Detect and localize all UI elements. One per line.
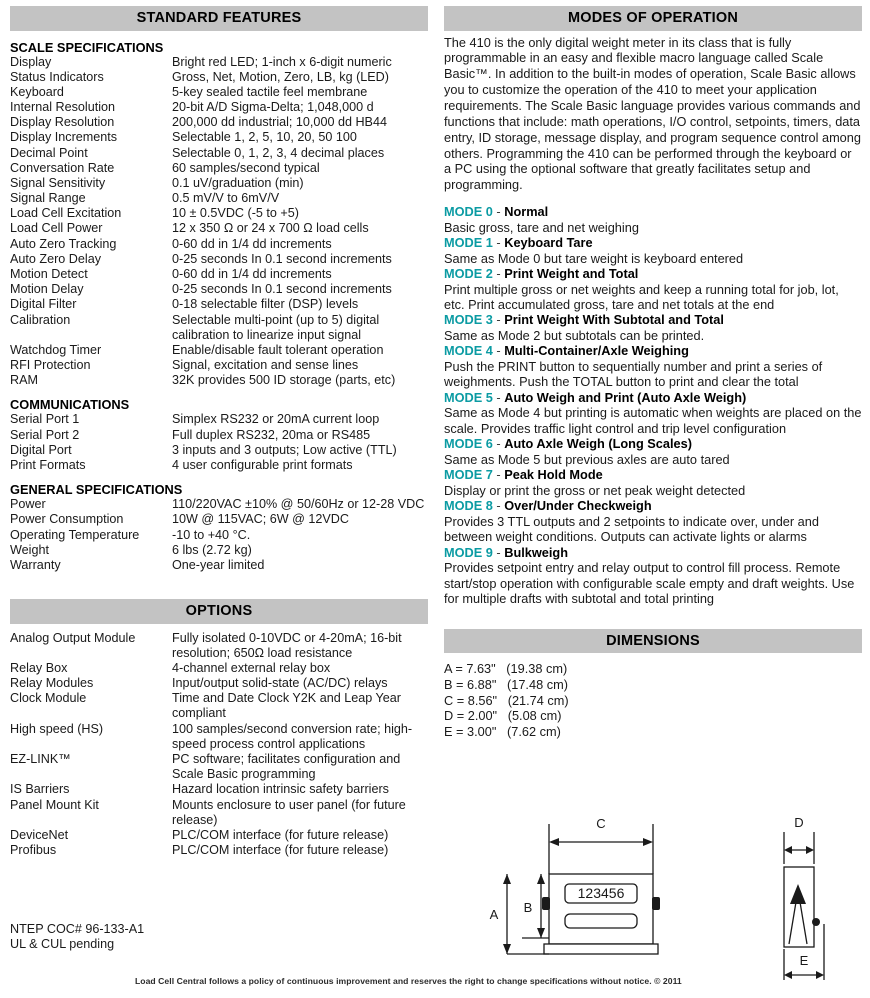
mode-name: Print Weight With Subtotal and Total — [504, 312, 724, 328]
spec-label: DeviceNet — [10, 827, 69, 842]
spec-row — [10, 782, 428, 797]
right-column — [444, 6, 862, 740]
spec-row — [10, 191, 428, 206]
spec-row — [10, 343, 428, 358]
spec-row — [10, 543, 428, 558]
spec-row — [10, 176, 428, 191]
mode-description: Same as Mode 4 but printing is automatic when weights are placed on the scale. Provides traffic light control and trip level configuration — [444, 405, 862, 436]
spec-label: Relay Modules — [10, 676, 94, 691]
a-arrow-head-bottom — [503, 944, 511, 954]
dimension-drawing — [452, 812, 870, 987]
dimensions-header: DIMENSIONS — [444, 629, 862, 654]
communications-heading: COMMUNICATIONS — [10, 397, 130, 413]
spec-row — [10, 631, 428, 661]
mode-description: Basic gross, tare and net weighing — [444, 219, 639, 235]
spec-value: Selectable 0, 1, 2, 3, 4 decimal places — [172, 145, 385, 160]
e-arrow-head-left — [784, 971, 792, 979]
spec-label: Display Resolution — [10, 115, 115, 130]
dimension-entry: D = 2.00" (5.08 cm) — [444, 708, 562, 724]
spec-label: Status Indicators — [10, 69, 104, 84]
spec-label: Digital Port — [10, 442, 72, 457]
spec-value: Simplex RS232 or 20mA current loop — [172, 412, 380, 427]
spec-value: Signal, excitation and sense lines — [172, 358, 359, 373]
spec-value: 12 x 350 Ω or 24 x 700 Ω load cells — [172, 221, 369, 236]
spec-row — [10, 443, 428, 458]
spec-value: 100 samples/second conversion rate; high-speed process control applications — [172, 721, 413, 751]
spec-label: RAM — [10, 373, 38, 388]
spec-row — [10, 373, 428, 388]
mode-separator: - — [492, 235, 505, 251]
spec-row — [10, 676, 428, 691]
mode-number: MODE 4 — [444, 343, 493, 359]
spec-value: Bright red LED; 1-inch x 6-digit numeric — [172, 54, 392, 69]
mode-separator: - — [492, 204, 505, 220]
spec-row — [10, 70, 428, 85]
spec-value: PC software; facilitates configuration and Scale Basic programming — [172, 751, 401, 782]
spec-value: PLC/COM interface (for future release) — [172, 843, 389, 858]
spec-value: Mounts enclosure to user panel (for future release) — [172, 797, 406, 827]
spec-row — [10, 828, 428, 843]
spec-label: Warranty — [10, 557, 61, 572]
spec-value: 0-60 dd in 1/4 dd increments — [172, 236, 332, 251]
spec-label: Conversation Rate — [10, 160, 115, 175]
general-specifications-body — [10, 497, 428, 573]
mount-knob-left — [542, 897, 550, 910]
mode-number: MODE 3 — [444, 312, 493, 328]
scale-specifications-heading: SCALE SPECIFICATIONS — [10, 39, 164, 55]
mode-description: Push the PRINT button to sequentially number and print a series of weighments. Push the TOTAL button to print and clear the total — [444, 358, 823, 390]
spec-value: 0.1 uV/graduation (min) — [172, 175, 304, 190]
spec-value: Gross, Net, Motion, Zero, LB, kg (LED) — [172, 69, 389, 84]
mode-separator: - — [492, 389, 505, 405]
mode-description: Display or print the gross or net peak weight detected — [444, 482, 746, 498]
label-c: C — [596, 816, 606, 831]
dimension-entry: E = 3.00" (7.62 cm) — [444, 724, 561, 740]
label-e: E — [799, 953, 809, 968]
keypad-strip — [565, 914, 637, 928]
spec-label: High speed (HS) — [10, 721, 104, 736]
mode-separator: - — [492, 343, 505, 359]
dimensions-values — [444, 661, 862, 740]
spec-label: Profibus — [10, 843, 57, 858]
ntep-coc-line: NTEP COC# 96-133-A1 — [10, 922, 145, 936]
scale-specifications-body — [10, 55, 428, 389]
spec-row — [10, 267, 428, 282]
spec-value: 5-key sealed tactile feel membrane — [172, 84, 368, 99]
modes-of-operation-header: MODES OF OPERATION — [444, 6, 862, 31]
spec-label: Signal Range — [10, 191, 86, 206]
mode-heading — [444, 204, 862, 219]
spec-value: 32K provides 500 ID storage (parts, etc) — [172, 373, 396, 388]
mode-name: Peak Hold Mode — [504, 467, 603, 483]
mode-description: Same as Mode 0 but tare weight is keyboard entered — [444, 250, 744, 266]
mount-knob-side — [812, 918, 820, 926]
spec-label: Relay Box — [10, 660, 68, 675]
spec-value: 110/220VAC ±10% @ 50/60Hz or 12-28 VDC — [172, 497, 425, 512]
mode-heading — [444, 467, 862, 482]
spec-label: Power — [10, 497, 46, 512]
general-specifications-heading: GENERAL SPECIFICATIONS — [10, 482, 183, 498]
mode-heading — [444, 436, 862, 451]
spec-row — [10, 752, 428, 782]
spec-value: Input/output solid-state (AC/DC) relays — [172, 676, 388, 691]
mode-name: Bulkweigh — [504, 544, 568, 560]
spec-row — [10, 722, 428, 752]
c-arrow-head-left — [549, 838, 559, 846]
mode-name: Normal — [504, 204, 549, 220]
spec-value: 0-60 dd in 1/4 dd increments — [172, 267, 332, 281]
spec-row — [10, 55, 428, 70]
enclosure-base — [544, 944, 658, 954]
spec-value: 0-25 seconds In 0.1 second increments — [172, 282, 392, 297]
spec-value: One-year limited — [172, 557, 265, 572]
scale-specifications-table — [10, 55, 428, 389]
b-arrow-head-bottom — [537, 928, 545, 938]
spec-row — [10, 497, 428, 512]
spec-label: Print Formats — [10, 457, 86, 472]
options-table — [10, 631, 428, 859]
mode-heading — [444, 312, 862, 327]
spec-value: Full duplex RS232, 20ma or RS485 — [172, 427, 371, 442]
e-arrow-head-right — [816, 971, 824, 979]
spec-value: Fully isolated 0-10VDC or 4-20mA; 16-bit resolution; 650Ω load resistance — [172, 630, 402, 660]
spec-row — [10, 428, 428, 443]
d-arrow-head-right — [806, 846, 814, 854]
footer-disclaimer: Load Cell Central follows a policy of continuous improvement and reserves the right to change specifications without notice. © 2011 — [135, 976, 682, 986]
spec-row — [10, 130, 428, 145]
ul-cul-line: UL & CUL pending — [10, 937, 115, 952]
spec-row — [10, 358, 428, 373]
mode-heading — [444, 235, 862, 250]
mode-name: Over/Under Checkweigh — [504, 498, 652, 514]
spec-row — [10, 252, 428, 267]
mode-name: Multi-Container/Axle Weighing — [504, 343, 689, 359]
label-d: D — [794, 815, 804, 830]
mode-number: MODE 7 — [444, 467, 493, 483]
spec-row — [10, 843, 428, 858]
spec-value: 10 ± 0.5VDC (-5 to +5) — [172, 206, 299, 221]
led-display-value: 123456 — [577, 885, 625, 901]
spec-label: Motion Delay — [10, 282, 84, 297]
label-a: A — [489, 907, 499, 922]
dimension-drawing-svg — [452, 812, 870, 987]
mode-number: MODE 2 — [444, 266, 493, 282]
spec-row — [10, 85, 428, 100]
mode-name: Print Weight and Total — [504, 266, 639, 282]
communications-table — [10, 412, 428, 473]
mode-heading — [444, 343, 862, 358]
spec-label: Auto Zero Delay — [10, 251, 101, 266]
left-column — [10, 6, 428, 858]
spec-value: 0-18 selectable filter (DSP) levels — [172, 297, 359, 312]
spec-label: Weight — [10, 542, 49, 557]
spec-label: Analog Output Module — [10, 630, 136, 645]
spec-label: Display — [10, 54, 52, 69]
spec-label: Serial Port 1 — [10, 412, 80, 427]
mode-description: Print multiple gross or net weights and keep a running total for job, lot, etc. Print accumulated gross, tare and net totals at the end — [444, 281, 839, 312]
spec-row — [10, 512, 428, 527]
spec-row — [10, 237, 428, 252]
spec-row — [10, 798, 428, 828]
spec-row — [10, 412, 428, 427]
spec-row — [10, 146, 428, 161]
dimension-entry: A = 7.63" (19.38 cm) — [444, 661, 568, 677]
spec-value: 0-25 seconds In 0.1 second increments — [172, 251, 392, 266]
spec-value: Enable/disable fault tolerant operation — [172, 342, 384, 357]
options-header: OPTIONS — [10, 599, 428, 624]
spec-label: Calibration — [10, 312, 71, 327]
options-body — [10, 631, 428, 859]
mode-description: Provides 3 TTL outputs and 2 setpoints to indicate over, under and between weight conditions. Outputs can activate lights or alarms — [444, 513, 819, 545]
mode-number: MODE 0 — [444, 204, 493, 220]
spec-row — [10, 221, 428, 236]
spec-row — [10, 115, 428, 130]
mode-heading — [444, 498, 862, 513]
spec-label: RFI Protection — [10, 358, 91, 373]
dimension-entry: C = 8.56" (21.74 cm) — [444, 692, 569, 708]
mode-name: Auto Weigh and Print (Auto Axle Weigh) — [504, 389, 747, 405]
modes-intro-paragraph: The 410 is the only digital weight meter in its class that is fully programmable in an easy and flexible macro language called Scale Basic™. In addition to the built-in modes of operation, Scale Basic allows you to customize the operation of the 410 to meet your application requirements. The Scale Basic language provides various commands and functions that include: math operations, I/O control, setpoints, timers, data entry, ID storage, message display, and program sequence control among others. Programming the 410 can be performed through the keyboard or a PC using the optional software that greatly facilitates setup and programming. — [444, 34, 861, 193]
label-b: B — [523, 900, 533, 915]
spec-label: Panel Mount Kit — [10, 797, 99, 812]
spec-label: Load Cell Excitation — [10, 206, 122, 221]
mode-number: MODE 9 — [444, 544, 493, 560]
general-specifications-table — [10, 497, 428, 573]
spec-value: 0.5 mV/V to 6mV/V — [172, 191, 280, 206]
spec-label: Load Cell Power — [10, 221, 103, 236]
dimension-entry: B = 6.88" (17.48 cm) — [444, 676, 568, 692]
mode-number: MODE 8 — [444, 498, 493, 514]
spec-label: Watchdog Timer — [10, 342, 102, 357]
spec-row — [10, 691, 428, 721]
spec-value: 10W @ 115VAC; 6W @ 12VDC — [172, 512, 349, 527]
mode-number: MODE 5 — [444, 389, 493, 405]
mode-separator: - — [492, 498, 505, 514]
spec-value: Time and Date Clock Y2K and Leap Year compliant — [172, 691, 401, 721]
spec-label: Operating Temperature — [10, 527, 140, 542]
spec-value: 20-bit A/D Sigma-Delta; 1,048,000 d — [172, 100, 374, 115]
spec-row — [10, 661, 428, 676]
certifications-block — [10, 922, 144, 953]
spec-label: Internal Resolution — [10, 100, 116, 115]
spec-label: Decimal Point — [10, 145, 88, 160]
mode-heading — [444, 390, 862, 405]
spec-row — [10, 297, 428, 312]
mode-heading — [444, 266, 862, 281]
spec-value: 200,000 dd industrial; 10,000 dd HB44 — [172, 115, 387, 130]
spec-value: 4 user configurable print formats — [172, 457, 353, 472]
c-arrow-head-right — [643, 838, 653, 846]
mode-number: MODE 1 — [444, 235, 493, 251]
mode-separator: - — [492, 467, 505, 483]
spec-row — [10, 282, 428, 297]
spec-label: Serial Port 2 — [10, 427, 80, 442]
spec-row — [10, 313, 428, 343]
standard-features-header: STANDARD FEATURES — [10, 6, 428, 31]
spec-label: Digital Filter — [10, 297, 77, 312]
spec-value: 6 lbs (2.72 kg) — [172, 542, 252, 557]
spec-value: 4-channel external relay box — [172, 660, 331, 675]
spec-label: Motion Detect — [10, 267, 88, 281]
spec-row — [10, 161, 428, 176]
spec-label: Power Consumption — [10, 512, 124, 527]
spec-label: EZ-LINK™ — [10, 751, 71, 766]
mode-description: Provides setpoint entry and relay output to control fill process. Remote start/stop operation with configurable scale empty and draft weights. Use for multiple drafts with subtotal and total printing — [444, 560, 855, 607]
mode-name: Keyboard Tare — [504, 235, 593, 251]
spec-value: 60 samples/second typical — [172, 160, 320, 175]
spec-value: Selectable multi-point (up to 5) digital calibration to linearize input signal — [172, 312, 380, 342]
mode-description: Same as Mode 5 but previous axles are auto tared — [444, 451, 730, 467]
mode-description: Same as Mode 2 but subtotals can be printed. — [444, 327, 705, 343]
spec-label: Keyboard — [10, 84, 64, 99]
spec-label: Display Increments — [10, 130, 118, 145]
mode-name: Auto Axle Weigh (Long Scales) — [504, 436, 692, 452]
mode-separator: - — [492, 312, 505, 328]
mode-separator: - — [492, 544, 505, 560]
spec-label: Auto Zero Tracking — [10, 236, 117, 251]
mode-number: MODE 6 — [444, 436, 493, 452]
mount-knob-right — [652, 897, 660, 910]
mode-heading — [444, 545, 862, 560]
spec-row — [10, 206, 428, 221]
spec-row — [10, 100, 428, 115]
d-arrow-head-left — [784, 846, 792, 854]
a-arrow-head-top — [503, 874, 511, 884]
spec-label: IS Barriers — [10, 782, 70, 797]
spec-value: 3 inputs and 3 outputs; Low active (TTL) — [172, 442, 397, 457]
communications-body — [10, 412, 428, 473]
spec-value: Hazard location intrinsic safety barriers — [172, 782, 389, 797]
spec-label: Clock Module — [10, 691, 87, 706]
mode-separator: - — [492, 436, 505, 452]
spec-row — [10, 458, 428, 473]
spec-label: Signal Sensitivity — [10, 175, 106, 190]
modes-list — [444, 204, 862, 607]
spec-row — [10, 558, 428, 573]
spec-value: Selectable 1, 2, 5, 10, 20, 50 100 — [172, 130, 357, 145]
b-arrow-head-top — [537, 874, 545, 884]
spec-row — [10, 528, 428, 543]
spec-value: -10 to +40 °C. — [172, 527, 251, 542]
mode-separator: - — [492, 266, 505, 282]
spec-value: PLC/COM interface (for future release) — [172, 827, 389, 842]
